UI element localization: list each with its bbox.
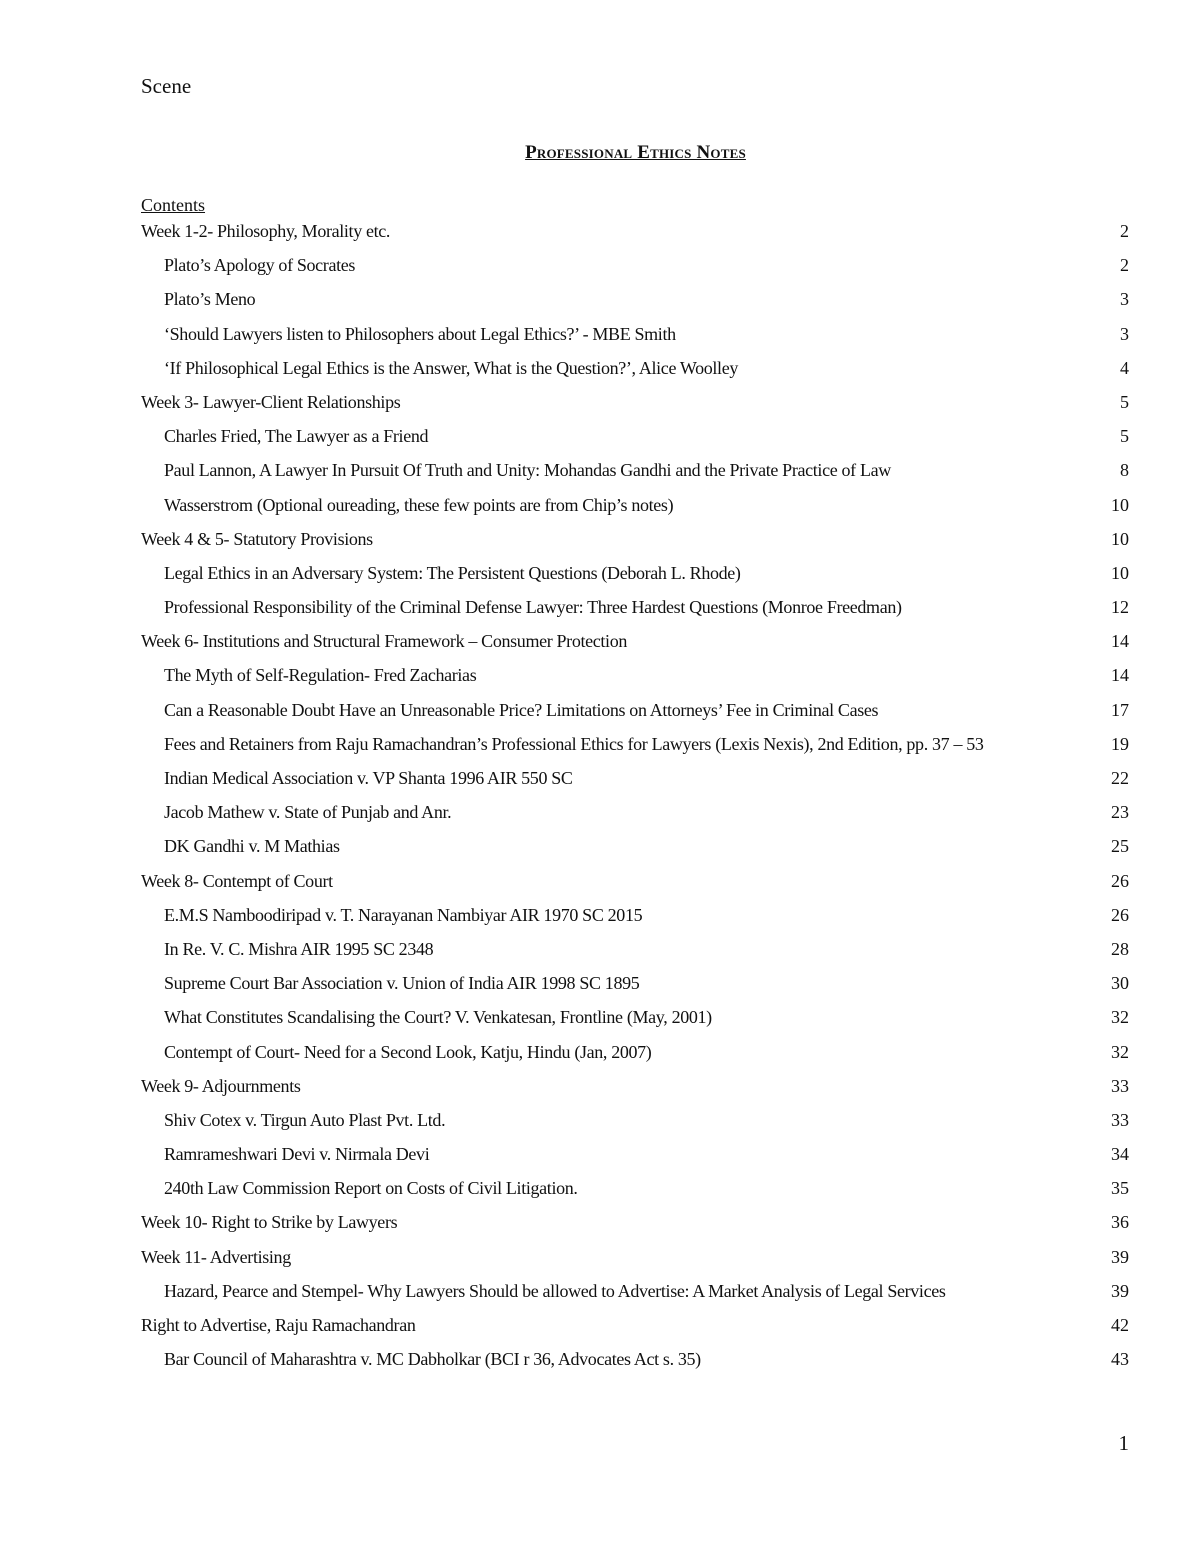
toc-entry-page[interactable]: 39: [1111, 1246, 1129, 1267]
toc-entry-title[interactable]: Ramrameshwari Devi v. Nirmala Devi: [164, 1144, 430, 1165]
toc-entry-page[interactable]: 32: [1111, 1041, 1129, 1062]
toc-entry-title[interactable]: DK Gandhi v. M Mathias: [164, 836, 340, 857]
toc-entry-page[interactable]: 39: [1111, 1280, 1129, 1301]
toc-entry-page[interactable]: 17: [1111, 699, 1129, 720]
toc-entry-page[interactable]: 26: [1111, 904, 1129, 925]
toc-section-entry[interactable]: [141, 1313, 1129, 1347]
toc-entry-page[interactable]: 14: [1111, 665, 1129, 686]
toc-subsection-entry[interactable]: [141, 1108, 1129, 1142]
toc-entry-title[interactable]: Jacob Mathew v. State of Punjab and Anr.: [164, 802, 452, 823]
toc-entry-page[interactable]: 10: [1111, 562, 1129, 583]
toc-subsection-entry[interactable]: [141, 1005, 1129, 1039]
toc-subsection-entry[interactable]: [141, 663, 1129, 697]
toc-entry-title[interactable]: Fees and Retainers from Raju Ramachandran’s Professional Ethics for Lawyers (Lexis Nexis), 2nd Edition, pp. 37 – 53: [164, 733, 984, 754]
toc-heading: Contents: [141, 195, 206, 215]
toc-entry-page[interactable]: 10: [1111, 528, 1129, 549]
toc-section-entry[interactable]: [141, 1245, 1129, 1279]
toc-subsection-entry[interactable]: [141, 322, 1129, 356]
toc-section-entry[interactable]: [141, 1210, 1129, 1244]
toc-entry-title[interactable]: Wasserstrom (Optional oureading, these few points are from Chip’s notes): [164, 494, 674, 515]
toc-subsection-entry[interactable]: [141, 595, 1129, 629]
toc-entry-page[interactable]: 12: [1111, 597, 1129, 618]
toc-subsection-entry[interactable]: [141, 458, 1129, 492]
toc-subsection-entry[interactable]: [141, 937, 1129, 971]
toc-section-entry[interactable]: [141, 869, 1129, 903]
toc-entry-title[interactable]: Week 11- Advertising: [141, 1246, 291, 1267]
toc-entry-page[interactable]: 26: [1111, 870, 1129, 891]
table-of-contents: [141, 219, 1129, 1381]
toc-subsection-entry[interactable]: [141, 287, 1129, 321]
toc-entry-title[interactable]: ‘If Philosophical Legal Ethics is the Answer, What is the Question?’, Alice Woolley: [164, 357, 738, 378]
running-header: Scene: [141, 74, 192, 98]
toc-entry-page[interactable]: 2: [1120, 221, 1129, 241]
toc-entry-title[interactable]: Week 6- Institutions and Structural Framework – Consumer Protection: [141, 631, 628, 652]
toc-subsection-entry[interactable]: [141, 903, 1129, 937]
toc-subsection-entry[interactable]: [141, 424, 1129, 458]
toc-subsection-entry[interactable]: [141, 732, 1129, 766]
toc-section-entry[interactable]: [141, 390, 1129, 424]
toc-entry-page[interactable]: 42: [1111, 1315, 1129, 1335]
toc-entry-title[interactable]: Indian Medical Association v. VP Shanta 1996 AIR 550 SC: [164, 768, 573, 788]
toc-entry-title[interactable]: Week 8- Contempt of Court: [141, 870, 333, 891]
toc-entry-page[interactable]: 22: [1111, 768, 1129, 788]
toc-subsection-entry[interactable]: [141, 1142, 1129, 1176]
toc-entry-title[interactable]: Contempt of Court- Need for a Second Look, Katju, Hindu (Jan, 2007): [164, 1041, 652, 1062]
toc-section-entry[interactable]: [141, 1074, 1129, 1108]
toc-section-entry[interactable]: [141, 219, 1129, 253]
toc-entry-title[interactable]: Professional Responsibility of the Criminal Defense Lawyer: Three Hardest Questions (Monroe Freedman): [164, 597, 902, 618]
toc-entry-page[interactable]: 23: [1111, 802, 1129, 823]
toc-entry-title[interactable]: Week 1-2- Philosophy, Morality etc.: [141, 221, 391, 241]
toc-entry-page[interactable]: 2: [1120, 255, 1129, 276]
toc-entry-title[interactable]: What Constitutes Scandalising the Court? V. Venkatesan, Frontline (May, 2001): [164, 1007, 712, 1028]
toc-entry-page[interactable]: 10: [1111, 494, 1129, 515]
toc-entry-page[interactable]: 34: [1111, 1144, 1129, 1165]
toc-subsection-entry[interactable]: [141, 834, 1129, 868]
toc-subsection-entry[interactable]: [141, 800, 1129, 834]
toc-entry-title[interactable]: Supreme Court Bar Association v. Union of India AIR 1998 SC 1895: [164, 973, 640, 994]
toc-subsection-entry[interactable]: [141, 253, 1129, 287]
toc-entry-page[interactable]: 30: [1111, 973, 1129, 994]
toc-entry-page[interactable]: 43: [1111, 1349, 1129, 1370]
toc-entry-title[interactable]: Week 4 & 5- Statutory Provisions: [141, 528, 373, 549]
toc-entry-title[interactable]: Bar Council of Maharashtra v. MC Dabholkar (BCI r 36, Advocates Act s. 35): [164, 1349, 701, 1370]
toc-subsection-entry[interactable]: [141, 698, 1129, 732]
toc-entry-page[interactable]: 19: [1111, 733, 1129, 754]
toc-entry-title[interactable]: Legal Ethics in an Adversary System: The Persistent Questions (Deborah L. Rhode): [164, 562, 741, 583]
toc-entry-title[interactable]: Charles Fried, The Lawyer as a Friend: [164, 426, 429, 447]
toc-entry-title[interactable]: Hazard, Pearce and Stempel- Why Lawyers Should be allowed to Advertise: A Market Analysis of Legal Services: [164, 1280, 946, 1301]
toc-entry-page[interactable]: 3: [1120, 289, 1129, 310]
page-number: 1: [1118, 1431, 1129, 1455]
toc-entry-page[interactable]: 33: [1111, 1109, 1129, 1130]
toc-entry-title[interactable]: E.M.S Namboodiripad v. T. Narayanan Nambiyar AIR 1970 SC 2015: [164, 904, 643, 925]
toc-entry-title[interactable]: In Re. V. C. Mishra AIR 1995 SC 2348: [164, 938, 434, 959]
toc-entry-title[interactable]: ‘Should Lawyers listen to Philosophers about Legal Ethics?’ - MBE Smith: [164, 323, 676, 344]
toc-subsection-entry[interactable]: [141, 766, 1129, 800]
toc-entry-title[interactable]: The Myth of Self-Regulation- Fred Zacharias: [164, 665, 477, 686]
toc-entry-page[interactable]: 25: [1111, 836, 1129, 857]
toc-subsection-entry[interactable]: [141, 1176, 1129, 1210]
toc-entry-title[interactable]: Week 3- Lawyer-Client Relationships: [141, 391, 401, 412]
toc-entry-title[interactable]: Plato’s Meno: [164, 289, 256, 310]
document-title: Professional Ethics Notes: [525, 142, 746, 163]
toc-subsection-entry[interactable]: [141, 493, 1129, 527]
toc-entry-page[interactable]: 35: [1111, 1178, 1129, 1199]
toc-entry-title[interactable]: Right to Advertise, Raju Ramachandran: [141, 1315, 416, 1335]
toc-entry-title[interactable]: Shiv Cotex v. Tirgun Auto Plast Pvt. Ltd.: [164, 1109, 446, 1130]
toc-subsection-entry[interactable]: [141, 356, 1129, 390]
toc-entry-page[interactable]: 5: [1120, 426, 1129, 447]
toc-entry-page[interactable]: 8: [1120, 460, 1129, 481]
toc-subsection-entry[interactable]: [141, 1040, 1129, 1074]
toc-entry-page[interactable]: 32: [1111, 1007, 1129, 1028]
toc-entry-page[interactable]: 36: [1111, 1212, 1129, 1233]
toc-subsection-entry[interactable]: [141, 1347, 1129, 1381]
toc-entry-page[interactable]: 33: [1111, 1075, 1129, 1096]
toc-subsection-entry[interactable]: [141, 1279, 1129, 1313]
toc-entry-title[interactable]: 240th Law Commission Report on Costs of Civil Litigation.: [164, 1178, 578, 1199]
toc-entry-title[interactable]: Can a Reasonable Doubt Have an Unreasonable Price? Limitations on Attorneys’ Fee in Criminal Cases: [164, 699, 879, 720]
toc-entry-title[interactable]: Plato’s Apology of Socrates: [164, 255, 356, 276]
toc-entry-title[interactable]: Week 9- Adjournments: [141, 1075, 301, 1096]
toc-subsection-entry[interactable]: [141, 971, 1129, 1005]
toc-entry-page[interactable]: 3: [1120, 323, 1129, 344]
toc-entry-title[interactable]: Week 10- Right to Strike by Lawyers: [141, 1212, 398, 1233]
toc-entry-title[interactable]: Paul Lannon, A Lawyer In Pursuit Of Truth and Unity: Mohandas Gandhi and the Private Practice of Law: [164, 460, 891, 481]
toc-subsection-entry[interactable]: [141, 561, 1129, 595]
toc-entry-page[interactable]: 28: [1111, 938, 1129, 959]
toc-section-entry[interactable]: [141, 629, 1129, 663]
toc-entry-page[interactable]: 4: [1120, 357, 1129, 378]
toc-entry-page[interactable]: 14: [1111, 631, 1129, 652]
toc-entry-page[interactable]: 5: [1120, 391, 1129, 412]
toc-section-entry[interactable]: [141, 527, 1129, 561]
